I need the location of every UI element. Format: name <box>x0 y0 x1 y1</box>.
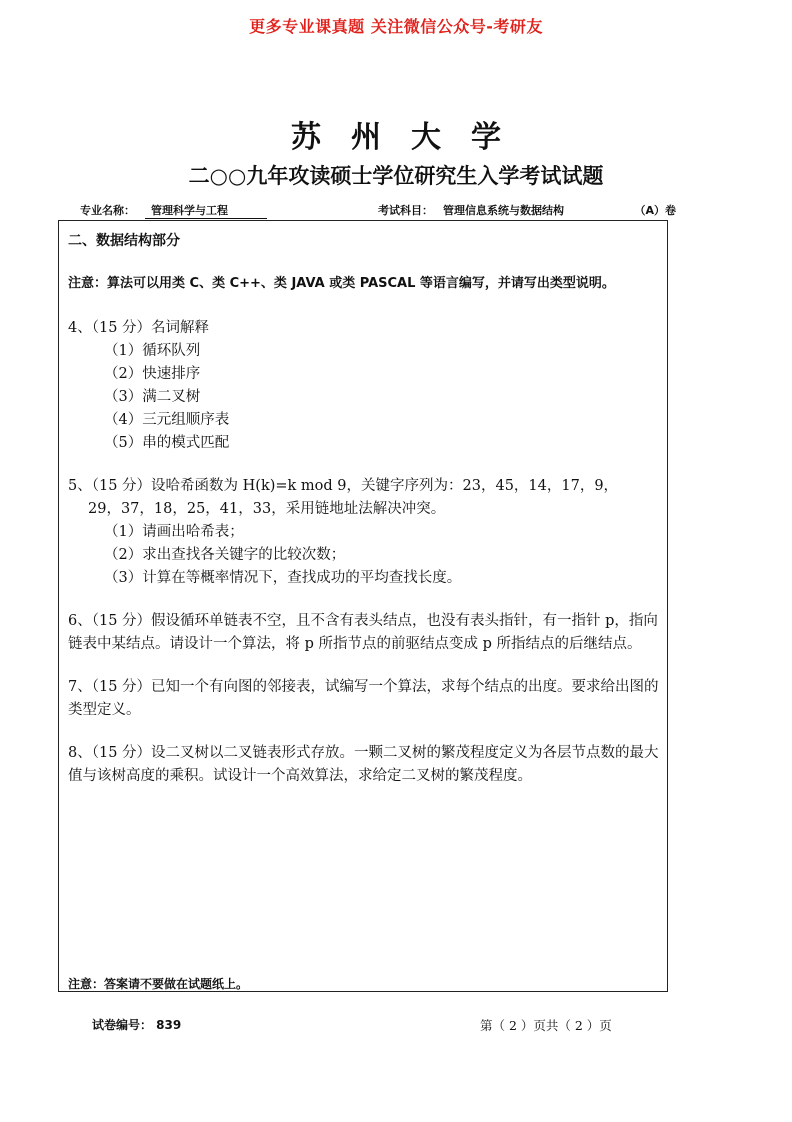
question-6-text: 6、（15 分）假设循环单链表不空，且不含有表头结点，也没有表头指针，有一指针 p，指向链表中某结点。请设计一个算法，将 p 所指节点的前驱结点变成 p 所指结点的后继结点。 <box>68 613 658 652</box>
question-6 <box>68 610 664 656</box>
question-7-text: 7、（15 分）已知一个有向图的邻接表，试编写一个算法，求每个结点的出度。要求给出图的类型定义。 <box>68 679 659 718</box>
question-5-item: （3）计算在等概率情况下，查找成功的平均查找长度。 <box>104 570 462 586</box>
major-field <box>80 202 267 219</box>
major-value: 管理科学与工程 <box>145 202 267 219</box>
university-name: 苏州大学 <box>291 120 531 155</box>
promo-banner: 更多专业课真题 关注微信公众号-考研友 <box>249 17 543 36</box>
question-8-text: 8、（15 分）设二叉树以二叉链表形式存放。一颗二叉树的繁茂程度定义为各层节点数的最大值与该树高度的乘积。试设计一个高效算法，求给定二叉树的繁茂程度。 <box>68 745 659 784</box>
exam-title: 二○○九年攻读硕士学位研究生入学考试试题 <box>188 164 604 188</box>
question-5 <box>68 475 664 590</box>
major-label: 专业名称： <box>80 204 135 217</box>
question-5-item: （2）求出查找各关键字的比较次数； <box>104 547 346 563</box>
answer-footnote: 注意：答案请不要做在试题纸上。 <box>68 977 249 991</box>
question-4-item: （3）满二叉树 <box>104 389 201 405</box>
question-4-item: （4）三元组顺序表 <box>104 412 230 428</box>
question-4 <box>68 317 664 455</box>
question-4-item: （1）循环队列 <box>104 343 201 359</box>
subject-label: 考试科目： <box>378 204 433 217</box>
question-4-head: 4、（15 分）名词解释 <box>68 320 210 336</box>
subject-field <box>378 202 564 218</box>
exam-info-row <box>80 202 676 220</box>
subject-value: 管理信息系统与数据结构 <box>443 204 564 217</box>
question-4-item: （5）串的模式匹配 <box>104 435 230 451</box>
section-title: 二、数据结构部分 <box>68 233 180 249</box>
question-8 <box>68 742 664 788</box>
question-5-item: （1）请画出哈希表； <box>104 524 244 540</box>
page-number: 第（ 2 ）页共（ 2 ）页 <box>480 1018 612 1033</box>
question-content <box>68 230 664 808</box>
question-5-head: 5、（15 分）设哈希函数为 H(k)=k mod 9，关键字序列为：23，45，14，17，9， <box>68 478 619 494</box>
paper-number: 试卷编号： 839 <box>92 1018 182 1032</box>
question-7 <box>68 676 664 722</box>
paper-version: （A）卷 <box>634 204 676 217</box>
question-5-continuation: 29，37，18，25，41，33，采用链地址法解决冲突。 <box>88 501 446 517</box>
language-note: 注意：算法可以用类 C、类 C++、类 JAVA 或类 PASCAL 等语言编写，并请写出类型说明。 <box>68 276 615 291</box>
question-4-item: （2）快速排序 <box>104 366 201 382</box>
